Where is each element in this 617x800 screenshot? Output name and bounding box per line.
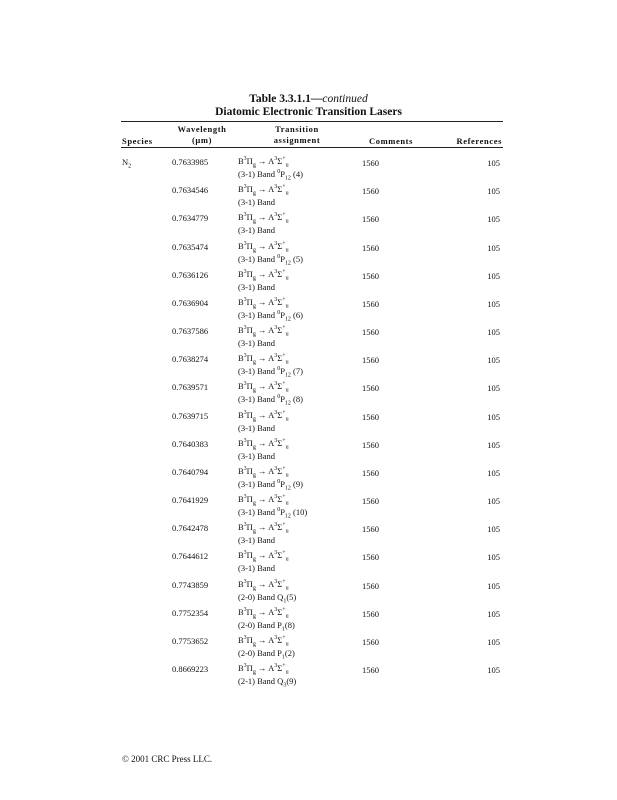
references-cell: 105 (487, 552, 500, 563)
header-wavelength-unit: (µm) (191, 135, 213, 145)
band-cell: (3-1) Band $^0P_{12}$ (9) (238, 478, 303, 492)
comments-cell: 1560 (362, 524, 379, 535)
references-cell: 105 (487, 355, 500, 366)
wavelength-cell: 0.7639715 (172, 410, 209, 421)
transition-cell: $B^3\Pi_g \to A^3\Sigma^+_u$ (238, 212, 289, 225)
transition-cell: $B^3\Pi_g \to A^3\Sigma^+_u$ (238, 522, 289, 535)
references-cell: 105 (487, 327, 500, 337)
header-transition-assignment: assignment (273, 135, 321, 145)
wavelength-cell: 0.7743859 (172, 579, 209, 590)
transition-cell: $B^3\Pi_g \to A^3\Sigma^+_u$ (238, 156, 289, 169)
band-cell: (3-1) Band (238, 197, 276, 208)
band-cell: (3-1) Band $^0P_{12}$ (7) (238, 366, 303, 379)
transition-cell: $B^3\Pi_g \to A^3\Sigma^+_u$ (238, 381, 289, 395)
wavelength-cell: 0.7638274 (172, 354, 209, 365)
wavelength-cell: 0.8669223 (172, 664, 209, 675)
comments-cell: 1560 (362, 665, 379, 676)
transition-cell: $B^3\Pi_g \to A^3\Sigma^+_u$ (238, 353, 289, 366)
band-cell: (3-1) Band (238, 225, 276, 236)
band-cell: (3-1) Band (238, 338, 276, 348)
copyright-footer: © 2001 CRC Press LLC. (122, 754, 213, 764)
transition-cell: $B^3\Pi_g \to A^3\Sigma^+_u$ (238, 465, 289, 479)
band-cell: (2-0) Band $P_1(8)$ (238, 619, 295, 633)
references-cell: 105 (487, 298, 500, 309)
header-wavelength: Wavelength (177, 124, 227, 134)
transition-cell: $B^3\Pi_g \to A^3\Sigma^+_u$ (238, 296, 289, 310)
references-cell: 105 (487, 580, 500, 591)
band-cell: (3-1) Band (238, 563, 276, 574)
comments-cell: 1560 (362, 383, 379, 394)
band-cell: (2-0) Band $P_1(2)$ (238, 647, 295, 661)
comments-cell: 1560 (362, 298, 379, 309)
wavelength-cell: 0.7752354 (172, 607, 209, 618)
comments-cell: 1560 (362, 608, 379, 619)
comments-cell: 1560 (362, 496, 379, 506)
band-cell: (3-1) Band $^0P_{12}$ (6) (238, 309, 303, 323)
header-transition: Transition (275, 124, 319, 134)
header-rule (121, 147, 503, 148)
references-cell: 105 (487, 242, 500, 253)
comments-cell: 1560 (362, 242, 379, 253)
wavelength-cell: 0.7636904 (172, 297, 209, 308)
references-cell: 105 (487, 439, 500, 450)
wavelength-cell: 0.7635474 (172, 241, 209, 252)
transition-cell: $B^3\Pi_g \to A^3\Sigma^+_u$ (238, 663, 289, 676)
comments-cell: 1560 (362, 270, 379, 281)
header-comments: Comments (369, 136, 413, 146)
band-cell: (3-1) Band (238, 281, 276, 292)
transition-cell: $B^3\Pi_g \to A^3\Sigma^+_u$ (238, 325, 289, 338)
species-cell: $N_2$ (122, 157, 132, 170)
transition-cell: $B^3\Pi_g \to A^3\Sigma^+_u$ (238, 409, 289, 423)
wavelength-cell: 0.7641929 (172, 495, 209, 505)
references-cell: 105 (487, 411, 500, 422)
wavelength-cell: 0.7639571 (172, 382, 209, 393)
references-cell: 105 (487, 636, 500, 647)
comments-cell: 1560 (362, 552, 379, 563)
wavelength-cell: 0.7640794 (172, 466, 209, 477)
references-cell: 105 (487, 524, 500, 535)
wavelength-cell: 0.7636126 (172, 269, 209, 280)
comments-cell: 1560 (362, 411, 379, 422)
header-species: Species (122, 136, 153, 146)
references-cell: 105 (487, 158, 500, 168)
wavelength-cell: 0.7644612 (172, 551, 209, 562)
comments-cell: 1560 (362, 439, 379, 450)
references-cell: 105 (487, 270, 500, 281)
band-cell: (3-1) Band $^0P_{12}$ (5) (238, 253, 303, 267)
transition-cell: $B^3\Pi_g \to A^3\Sigma^+_u$ (238, 184, 289, 197)
wavelength-cell: 0.7753652 (172, 635, 209, 646)
comments-cell: 1560 (362, 580, 379, 591)
comments-cell: 1560 (362, 214, 379, 225)
comments-cell: 1560 (362, 186, 379, 197)
references-cell: 105 (487, 608, 500, 619)
band-cell: (2-1) Band $Q_3(9)$ (238, 676, 297, 689)
wavelength-cell: 0.7637586 (172, 326, 209, 336)
transition-cell: $B^3\Pi_g \to A^3\Sigma^+_u$ (238, 494, 289, 507)
comments-cell: 1560 (362, 467, 379, 478)
comments-cell: 1560 (362, 355, 379, 366)
transition-cell: $B^3\Pi_g \to A^3\Sigma^+_u$ (238, 550, 289, 564)
comments-cell: 1560 (362, 636, 379, 647)
band-cell: (3-1) Band $^0P_{12}$ (8) (238, 394, 303, 408)
header-references: References (456, 136, 502, 146)
wavelength-cell: 0.7634546 (172, 185, 209, 196)
transition-cell: $B^3\Pi_g \to A^3\Sigma^+_u$ (238, 437, 289, 451)
band-cell: (3-1) Band (238, 535, 276, 546)
top-rule (121, 121, 503, 122)
band-cell: (3-1) Band (238, 422, 276, 433)
wavelength-cell: 0.7634779 (172, 213, 209, 224)
band-cell: (3-1) Band (238, 450, 276, 461)
transition-cell: $B^3\Pi_g \to A^3\Sigma^+_u$ (238, 634, 289, 648)
comments-cell: 1560 (362, 327, 379, 337)
references-cell: 105 (487, 467, 500, 478)
wavelength-cell: 0.7640383 (172, 438, 209, 449)
references-cell: 105 (487, 665, 500, 676)
transition-cell: $B^3\Pi_g \to A^3\Sigma^+_u$ (238, 606, 289, 620)
transition-cell: $B^3\Pi_g \to A^3\Sigma^+_u$ (238, 268, 289, 282)
wavelength-cell: 0.7642478 (172, 523, 209, 534)
comments-cell: 1560 (362, 158, 379, 168)
references-cell: 105 (487, 383, 500, 394)
wavelength-cell: 0.7633985 (172, 157, 209, 167)
references-cell: 105 (487, 186, 500, 197)
references-cell: 105 (487, 214, 500, 225)
band-cell: (2-0) Band $Q_1(5)$ (238, 591, 297, 605)
transition-cell: $B^3\Pi_g \to A^3\Sigma^+_u$ (238, 240, 289, 254)
references-cell: 105 (487, 496, 500, 506)
table-title: Table 3.3.1.1—continued (249, 93, 368, 105)
band-cell: (3-1) Band $^0P_{12}$ (4) (238, 169, 303, 182)
transition-cell: $B^3\Pi_g \to A^3\Sigma^+_u$ (238, 578, 289, 592)
table-subtitle: Diatomic Electronic Transition Lasers (215, 106, 402, 118)
band-cell: (3-1) Band $^0P_{12}$ (10) (238, 507, 308, 520)
